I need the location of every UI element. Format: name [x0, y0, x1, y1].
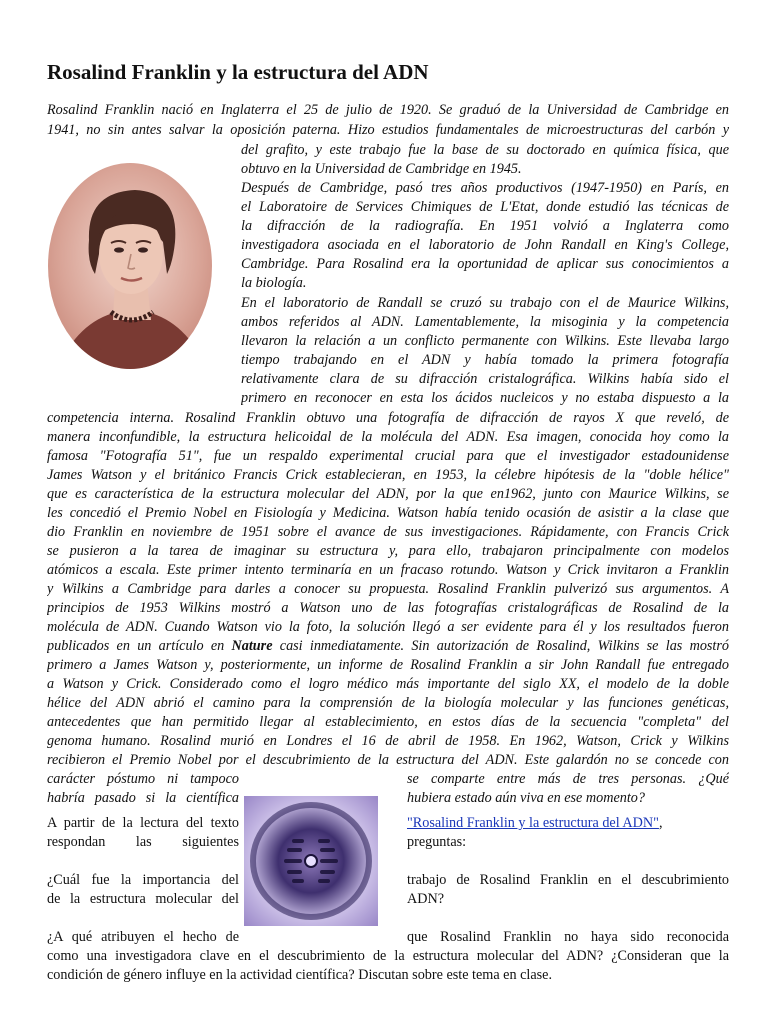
question-2: ¿A qué atribuyen el hecho de	[47, 929, 239, 945]
body-line: relativamente clara de su difracción cristalográfica. Wilkins había sido el	[241, 371, 729, 387]
questions-intro: A partir de la lectura del texto	[47, 815, 239, 831]
question-1-cont: trabajo de Rosalind Franklin en el descubrimiento	[407, 872, 729, 888]
body-line: obtuvo en la Universidad de Cambridge en 1945.	[241, 161, 522, 177]
nature-after: casi inmediatamente. Sin autorización de Rosalind, Wilkins se las mostró	[272, 638, 729, 654]
body-line: tiempo trabajando en el ADN y había tomado la primera fotografía	[241, 352, 729, 368]
body-line: atómicos a escala. Este primer intento terminaría en un fracaso rotundo. Watson y Crick invitaron a Franklin	[47, 562, 729, 578]
reference-comma: ,	[658, 815, 663, 831]
body-line: Después de Cambridge, pasó tres años productivos (1947-1950) en París, en	[241, 180, 729, 196]
body-line: a Watson y Crick. Considerado como el logro médico más importante del siglo XX, el modelo de la doble	[47, 676, 729, 692]
body-line: les concedió el Premio Nobel en Fisiología y Medicina. Watson había tenido ocasión de asistir a la clase que	[47, 505, 729, 521]
body-line: famosa "Fotografía 51", fue un respaldo experimental crucial para que el investigador estadounidense	[47, 448, 729, 464]
body-line: del grafito, y este trabajo fue la base de su doctorado en química física, que	[241, 142, 729, 158]
body-line: Cambridge. Para Rosalind era la oportunidad de aplicar sus conocimientos a	[241, 256, 729, 272]
question-2-line3: condición de género influye en la actividad científica? Discutan sobre este tema en clase.	[47, 967, 553, 983]
question-1-line2-cont: ADN?	[407, 891, 445, 907]
photo-51-diffraction-image	[244, 796, 378, 926]
body-line: el Laboratoire de Services Chimiques de L'Etat, donde estudió las técnicas de	[241, 199, 729, 215]
body-line: recibieron el Premio Nobel por el descubrimiento de la estructura del ADN. Este galardón no se concede con	[47, 752, 729, 768]
questions-intro-line2: respondan las siguientes	[47, 834, 239, 850]
body-line: investigadora asociada en el laboratorio de John Randall en King's College,	[241, 237, 729, 253]
body-line: se comparte entre más de tres personas. ¿Qué	[407, 771, 729, 787]
question-2-line2: como una investigadora clave en el descubrimiento de la estructura molecular del ADN? ¿Consideran que la	[47, 948, 729, 964]
text-reference	[407, 814, 737, 833]
nature-before: publicados en un artículo en	[47, 638, 232, 654]
nature-journal-name: Nature	[231, 638, 273, 654]
rosalind-franklin-portrait	[47, 162, 213, 370]
body-line: y Wilkins a Cambridge para darles a conocer su propuesta. Rosalind Franklin pulverizó sus argumentos. A	[47, 581, 729, 597]
body-line: En el laboratorio de Randall se cruzó su trabajo con el de Maurice Wilkins,	[241, 295, 729, 311]
body-line: dio Franklin en noviembre de 1951 sobre el avance de sus investigaciones. Rápidamente, con Francis Crick	[47, 524, 729, 540]
body-line: la biología.	[241, 275, 307, 291]
body-line-nature	[47, 637, 729, 656]
body-line: principios de 1953 Wilkins mostró a Watson uno de las fotografías cristalográficas de Rosalind de la	[47, 600, 729, 616]
document-title: Rosalind Franklin y la estructura del ADN	[47, 60, 429, 84]
body-line: primero en reconocer en esta los ácidos nucleicos y no estaba dispuesto a la	[241, 390, 729, 406]
body-line: carácter póstumo ni tampoco	[47, 771, 239, 787]
question-1-line2: de la estructura molecular del	[47, 891, 239, 907]
body-line: 1941, no sin antes salvar la oposición paterna. Hizo estudios fundamentales de microestructuras del carbón y	[47, 122, 729, 138]
question-2-cont: que Rosalind Franklin no haya sido reconocida	[407, 929, 729, 945]
body-line: hélice del ADN abrió el camino para la comprensión de la biología molecular y las funciones genéticas,	[47, 695, 729, 711]
body-line: llevaron la relación a un conflicto permanente con Wilkins. Este llevaba largo	[241, 333, 729, 349]
body-line: competencia interna. Rosalind Franklin obtuvo una fotografía de difracción de rayos X que reveló, de	[47, 410, 729, 426]
text-reference-link[interactable]: "Rosalind Franklin y la estructura del ADN"	[407, 815, 659, 831]
body-line: antecedentes que han permitido llegar al establecimiento, en estos días de la secuencia "completa" del	[47, 714, 729, 730]
body-line: James Watson y el británico Francis Crick establecieran, en 1953, la célebre hipótesis de la "doble hélice"	[47, 467, 729, 483]
body-line: que es característica de la estructura molecular del ADN, por la que en1962, junto con Maurice Wilkins, se	[47, 486, 729, 502]
body-line: hubiera estado aún viva en ese momento?	[407, 790, 645, 806]
body-line: se pusieron a la tarea de imaginar su estructura y, para ello, trabajaron principalmente con modelos	[47, 543, 729, 559]
body-line: primero a James Watson y, posteriormente, un informe de Rosalind Franklin a sir John Randall fue entregado	[47, 657, 729, 673]
question-1: ¿Cuál fue la importancia del	[47, 872, 239, 888]
body-line: Rosalind Franklin nació en Inglaterra el 25 de julio de 1920. Se graduó de la Universidad de Cambridge en	[47, 102, 729, 118]
body-line: ambos referidos al ADN. Lamentablemente, la misoginia y la competencia	[241, 314, 729, 330]
body-line: molécula de ADN. Cuando Watson vio la foto, la solución llegó a ser evidente para él y los resultados fueron	[47, 619, 729, 635]
body-line: manera inconfundible, la estructura helicoidal de la molécula del ADN. Esa imagen, conocida hoy como la	[47, 429, 729, 445]
body-line: habría pasado si la científica	[47, 790, 239, 806]
body-line: genoma humano. Rosalind murió en Londres el 16 de abril de 1958. En 1962, Watson, Crick y Wilkins	[47, 733, 729, 749]
body-line: la difracción de la radiografía. En 1951 volvió a Inglaterra como	[241, 218, 729, 234]
questions-intro-line2-right: preguntas:	[407, 834, 467, 850]
